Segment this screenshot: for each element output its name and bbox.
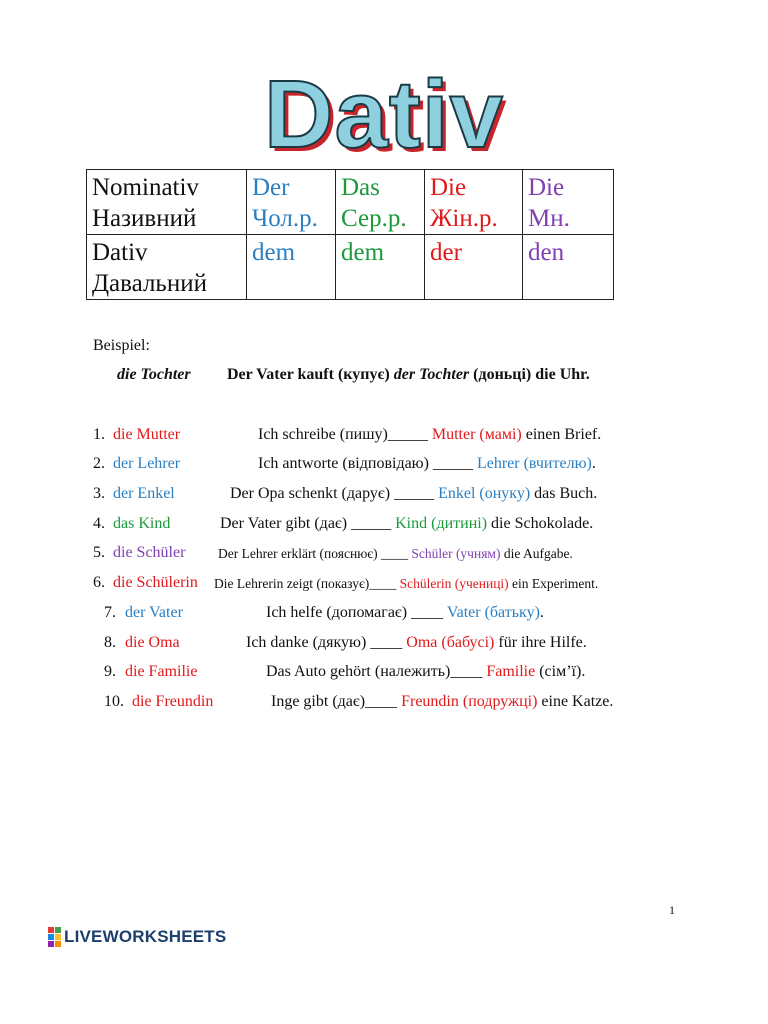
exercise-number: 8. [104, 634, 116, 651]
exercise-number: 7. [104, 604, 116, 621]
page-title: Dativ [264, 61, 504, 168]
exercise-word: der Enkel [113, 485, 175, 502]
exercise-sentence: Die Lehrerin zeigt (показує)____ Schülerin (учениці) ein Experiment. [214, 576, 599, 591]
liveworksheets-logo[interactable] [48, 926, 226, 948]
page-number: 1 [669, 903, 675, 917]
exercise-word: die Familie [125, 663, 198, 680]
example-word: die Tochter [117, 366, 191, 383]
table-cell-masculine: dem [247, 235, 336, 300]
exercise-sentence: Der Opa schenkt (дарує) _____ Enkel (онуку) das Buch. [230, 485, 598, 502]
exercise-word: der Lehrer [113, 455, 181, 472]
table-cell-label: Nominativ Називний [87, 170, 247, 235]
exercise-sentence: Ich helfe (допомагає) ____ Vater (батьку). [266, 604, 544, 621]
exercise-number: 10. [104, 693, 124, 710]
exercise-number: 3. [93, 485, 105, 502]
exercise-sentence: Ich schreibe (пишу)_____ Mutter (мамі) einen Brief. [258, 426, 602, 443]
exercise-word: die Freundin [132, 693, 214, 710]
table-cell-neuter: Das Сер.р. [336, 170, 425, 235]
exercise-word: das Kind [113, 515, 171, 532]
exercise-word: die Schüler [113, 544, 186, 561]
case-table [86, 169, 614, 300]
exercise-sentence: Der Lehrer erklärt (пояснює) ____ Schüler (учням) die Aufgabe. [218, 546, 573, 561]
table-cell-masculine: Der Чол.р. [247, 170, 336, 235]
table-row-nominativ [87, 170, 614, 235]
exercise-number: 5. [93, 544, 105, 561]
exercise-number: 1. [93, 426, 105, 443]
beispiel-label: Beispiel: [93, 337, 150, 354]
exercise-number: 4. [93, 515, 105, 532]
exercise-word: der Vater [125, 604, 183, 621]
table-cell-plural: Die Мн. [523, 170, 614, 235]
exercise-number: 2. [93, 455, 105, 472]
exercise-sentence: Ich antworte (відповідаю) _____ Lehrer (вчителю). [258, 455, 596, 472]
table-cell-feminine: Die Жін.р. [425, 170, 523, 235]
table-cell-label: Dativ Давальний [87, 235, 247, 300]
exercise-sentence: Das Auto gehört (належить)____ Familie (сім’ї). [266, 663, 586, 680]
example-sentence: Der Vater kauft (купує) der Tochter (доньці) die Uhr. [227, 366, 590, 383]
exercise-word: die Schülerin [113, 574, 198, 591]
exercise-sentence: Der Vater gibt (дає) _____ Kind (дитині) die Schokolade. [220, 515, 594, 532]
exercise-number: 9. [104, 663, 116, 680]
liveworksheets-logo-text: LIVEWORKSHEETS [64, 927, 227, 946]
exercise-word: die Oma [125, 634, 180, 651]
exercise-sentence: Inge gibt (дає)____ Freundin (подружці) eine Katze. [271, 693, 614, 710]
table-cell-plural: den [523, 235, 614, 300]
table-cell-neuter: dem [336, 235, 425, 300]
exercise-number: 6. [93, 574, 105, 591]
exercise-word: die Mutter [113, 426, 181, 443]
liveworksheets-logo-icon [48, 927, 61, 947]
table-cell-feminine: der [425, 235, 523, 300]
table-row-dativ [87, 235, 614, 300]
exercise-sentence: Ich danke (дякую) ____ Oma (бабусі) für ihre Hilfe. [246, 634, 587, 651]
